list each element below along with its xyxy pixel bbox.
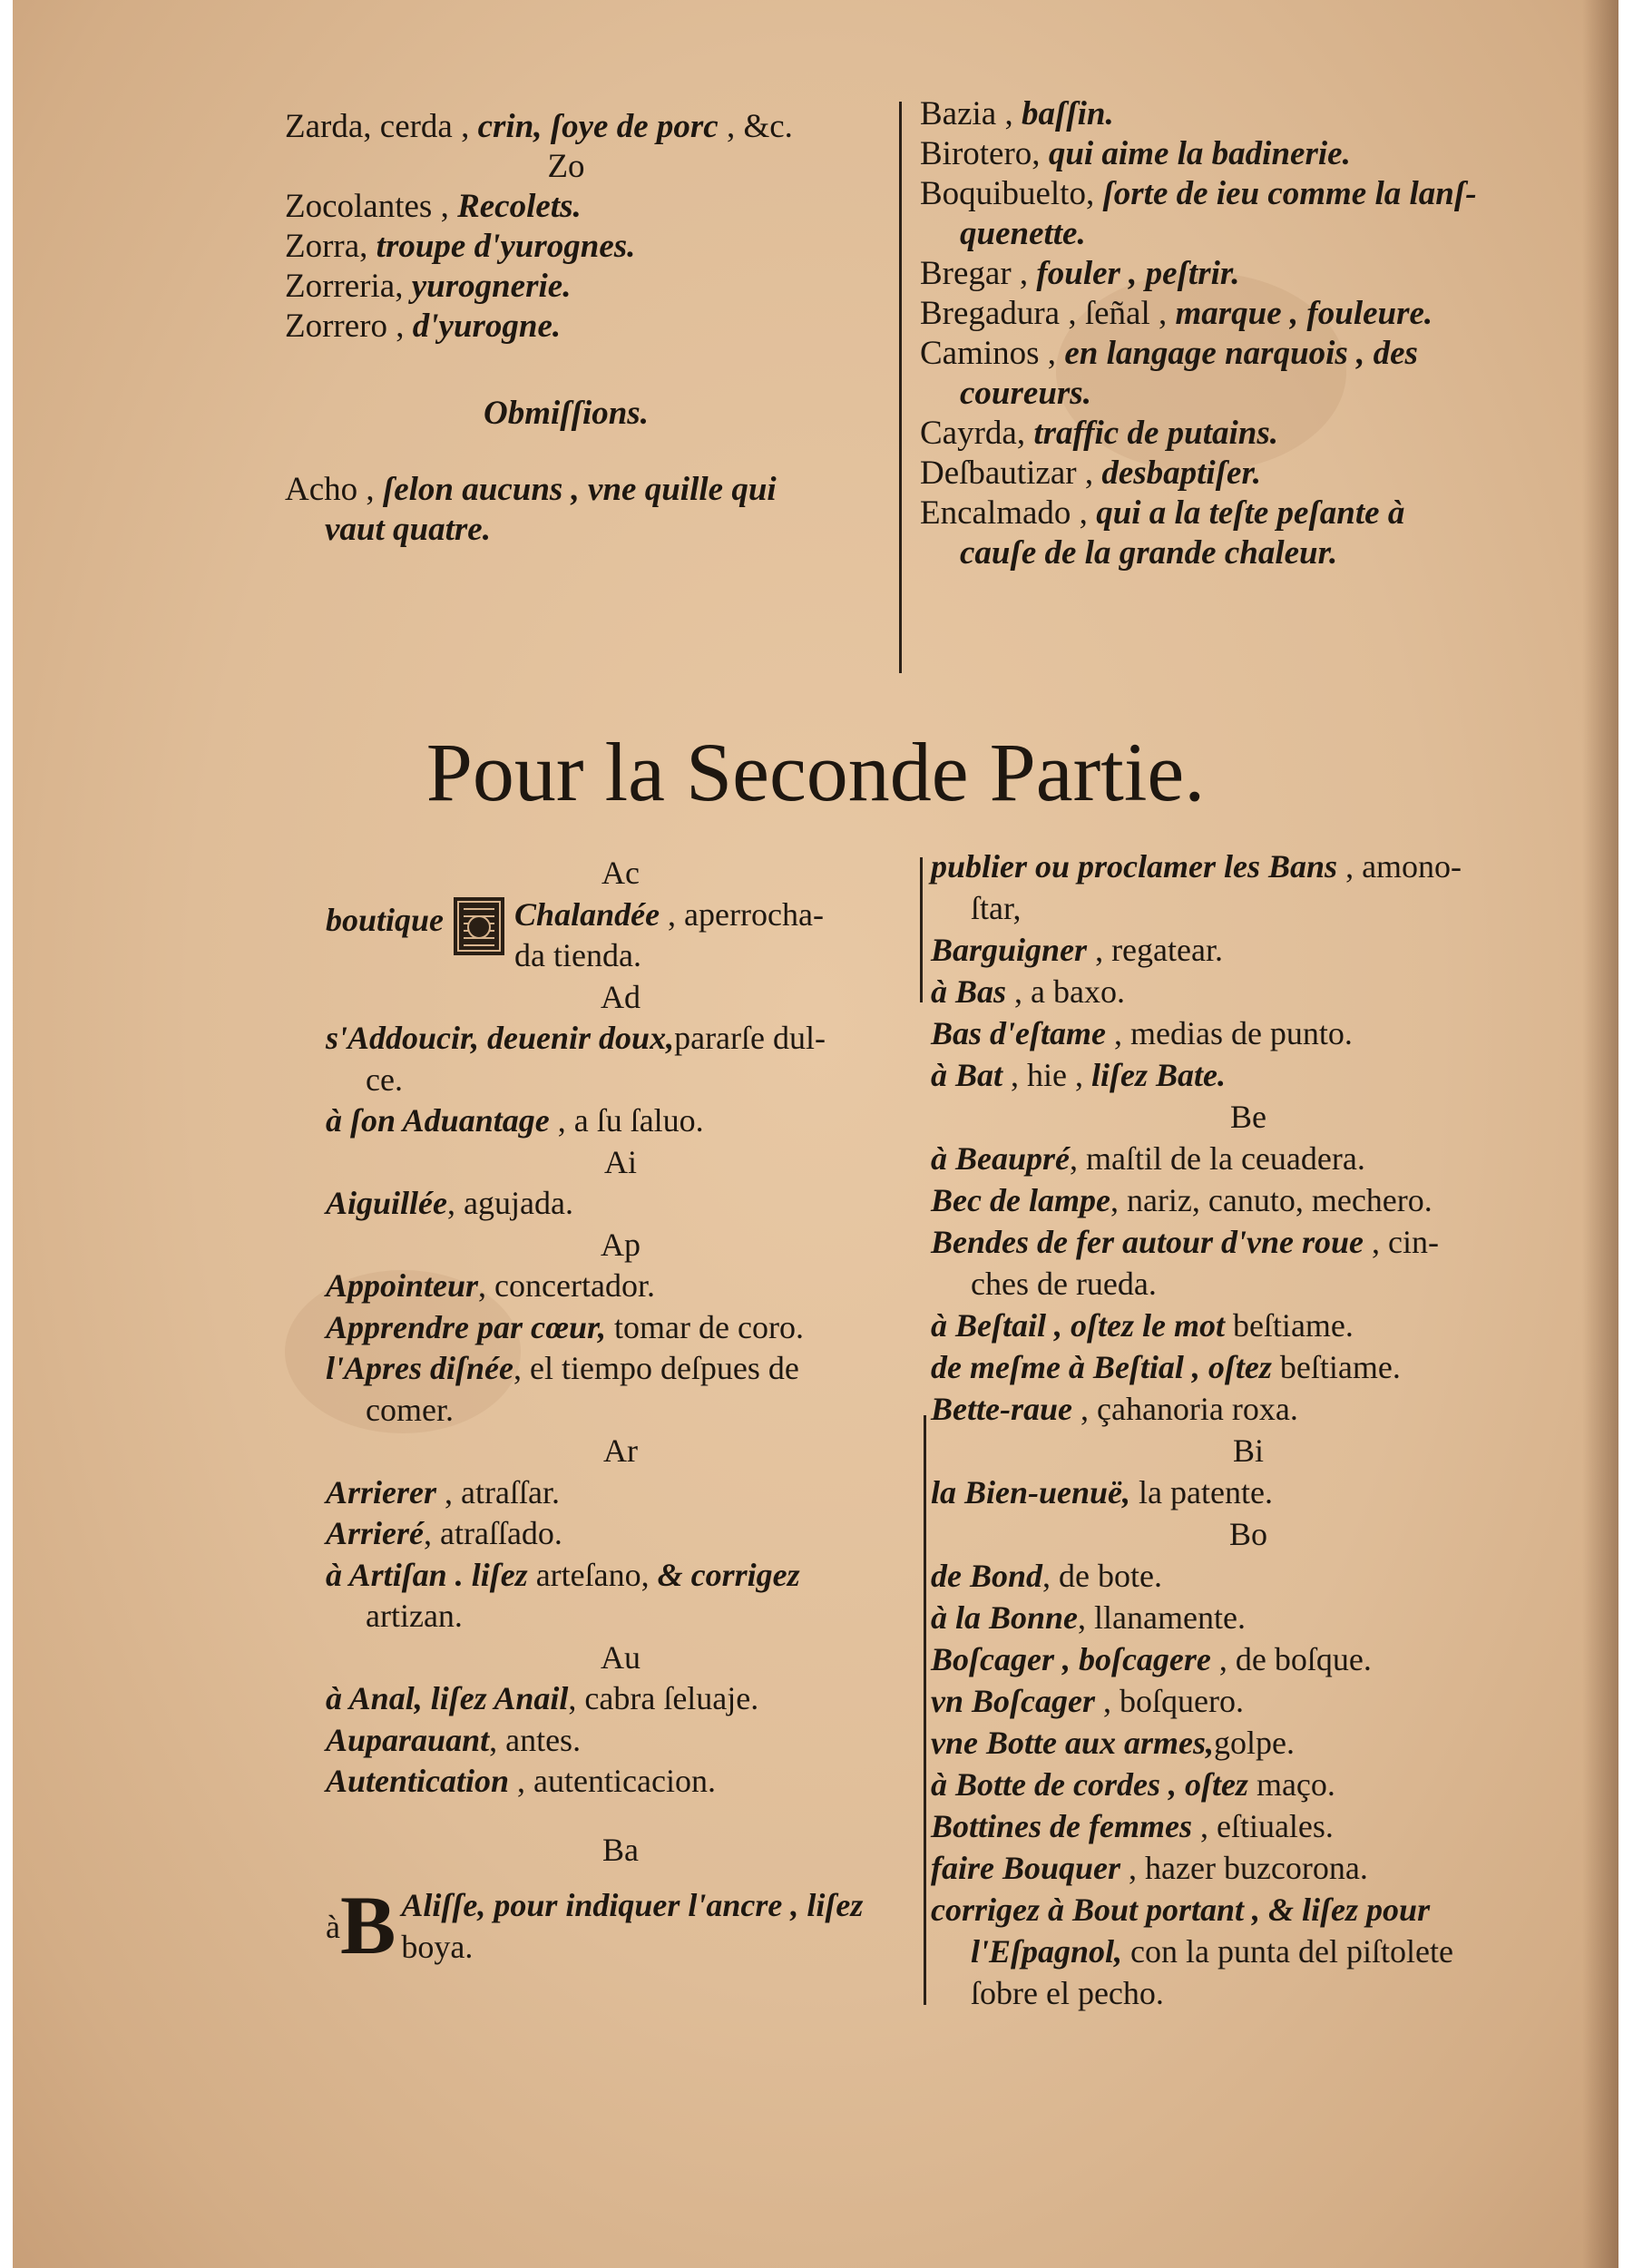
bottom-right-column: [931, 846, 1566, 2014]
top-left-column: [285, 107, 902, 550]
entry-bonne: à la Bonne, llanamente.: [931, 1599, 1246, 1636]
drop-cap: B: [339, 1879, 396, 1971]
entry-encalmado: Encalmado , qui a la teſte peſante à: [920, 494, 1405, 532]
entry-bregadura: Bregadura , ſeñal , marque , fouleure.: [920, 295, 1433, 332]
entry-bout-portant-cont: l'Eſpagnol, con la punta del piſtolete: [971, 1933, 1453, 1970]
entry-acho: Acho , ſelon aucuns , vne quille qui: [285, 471, 777, 508]
entry-apprendre: Apprendre par cœur, tomar de coro.: [326, 1308, 804, 1345]
entry-aiguillee: Aiguillée, agujada.: [326, 1185, 573, 1221]
entry-apres: l'Apres diſnée, el tiempo deſpues de: [326, 1350, 799, 1386]
page-gutter-shadow: [1582, 0, 1618, 2268]
section-heading-au: Au: [601, 1638, 640, 1676]
entry-encalmado-cont: cauſe de la grande chaleur.: [960, 534, 1338, 572]
entry-boscager: Boſcager , boſcagere , de boſque.: [931, 1641, 1372, 1677]
entry-vn-boscager: vn Boſcager , boſquero.: [931, 1683, 1244, 1719]
entry-bendes-cont: ches de rueda.: [971, 1266, 1157, 1302]
entry-bas: à Bas , a baxo.: [931, 973, 1125, 1010]
entry-cayrda: Cayrda, traffic de putains.: [920, 415, 1279, 452]
entry-arrierer: Arrierer , atraſſar.: [326, 1473, 560, 1510]
column-rule-bottom-upper: [920, 857, 923, 1002]
section-heading-ad: Ad: [601, 978, 640, 1015]
entry-caminos-cont: coureurs.: [960, 375, 1091, 412]
entry-mesme-bestial: de meſme à Beſtial , oſtez beſtiame.: [931, 1349, 1401, 1385]
section-title: Pour la Seconde Partie.: [425, 726, 1206, 818]
entry-publier: publier ou proclamer les Bans , amono-: [931, 848, 1462, 885]
bottom-left-column: [326, 853, 915, 1971]
entry-beaupre: à Beaupré, maſtil de la ceuadera.: [931, 1140, 1365, 1177]
section-heading-zo: Zo: [547, 148, 585, 185]
entry-artisan: à Artiſan . liſez arteſano, & corrigez: [326, 1556, 800, 1593]
entry-chalandee: boutique Chalandée , aperrocha- da tienda.: [326, 895, 824, 973]
entry-bec: Bec de lampe, nariz, canuto, mechero.: [931, 1182, 1433, 1218]
entry-bendes: Bendes de fer autour d'vne roue , cin-: [931, 1224, 1439, 1260]
entry-publier-cont: ſtar,: [971, 890, 1022, 926]
entry-bat: à Bat , hie , liſez Bate.: [931, 1057, 1226, 1093]
omissions-heading: Obmiſſions.: [484, 395, 649, 432]
entry-zocolantes: Zocolantes , Recolets.: [285, 188, 582, 225]
entry-bas-destame: Bas d'eſtame , medias de punto.: [931, 1015, 1353, 1051]
entry-aduantage: à ſon Aduantage , a ſu ſaluo.: [326, 1102, 704, 1139]
section-heading-bi: Bi: [1232, 1432, 1264, 1469]
entry-birotero: Birotero, qui aime la badinerie.: [920, 135, 1351, 172]
section-heading-ba: Ba: [602, 1831, 639, 1868]
entry-bien-uenue: la Bien-uenuë, la patente.: [931, 1474, 1273, 1510]
entry-bout-portant: corrigez à Bout portant , & liſez pour: [931, 1892, 1431, 1928]
entry-apres-cont: comer.: [366, 1391, 454, 1428]
entry-autentication: Autentication , autenticacion.: [326, 1763, 716, 1799]
section-heading-ap: Ap: [601, 1226, 640, 1263]
entry-boquibuelto: Boquibuelto, ſorte de ieu comme la lanſ-: [920, 175, 1477, 212]
book-page: [13, 0, 1618, 2268]
entry-artisan-cont: artizan.: [366, 1598, 463, 1634]
entry-botte: vne Botte aux armes,golpe.: [931, 1725, 1295, 1761]
entry-auparauant: Auparauant, antes.: [326, 1721, 582, 1758]
entry-bregar: Bregar , fouler , peſtrir.: [920, 255, 1240, 292]
entry-desbautizar: Deſbautizar , desbaptiſer.: [920, 455, 1262, 492]
top-right-column: [920, 94, 1555, 573]
entry-bestail: à Beſtail , oſtez le mot beſtiame.: [931, 1307, 1354, 1344]
entry-zarda: Zarda, cerda , crin, ſoye de porc , &c.: [285, 108, 793, 145]
entry-bette-raue: Bette-raue , çahanoria roxa.: [931, 1391, 1298, 1427]
entry-zorra: Zorra, troupe d'yurognes.: [285, 228, 636, 265]
column-rule-bottom-lower: [924, 1415, 926, 2005]
entry-arriere: Arrieré, atraſſado.: [326, 1515, 562, 1551]
section-heading-ar: Ar: [603, 1432, 638, 1469]
entry-acho-cont: vaut quatre.: [325, 511, 491, 548]
entry-anal: à Anal, liſez Anail, cabra ſeluaje.: [326, 1680, 759, 1716]
section-heading-be: Be: [1230, 1099, 1266, 1135]
entry-bouquer: faire Bouquer , hazer buzcorona.: [931, 1850, 1368, 1886]
entry-barguigner: Barguigner , regatear.: [931, 932, 1223, 968]
entry-balisse: à B Aliſſe, pour indiquer l'ancre , liſez boya.: [326, 1879, 864, 1971]
entry-addoucir-cont: ce.: [366, 1061, 403, 1098]
entry-appointeur: Appointeur, concertador.: [326, 1267, 655, 1304]
entry-botte-cordes: à Botte de cordes , oſtez maço.: [931, 1766, 1335, 1803]
section-heading-ac: Ac: [601, 855, 640, 891]
section-heading-bo: Bo: [1228, 1516, 1267, 1552]
entry-bond: de Bond, de bote.: [931, 1558, 1162, 1594]
ornamental-initial-icon: [453, 896, 505, 956]
entry-zorrero: Zorrero , d'yurogne.: [285, 308, 562, 345]
entry-zorreria: Zorreria, yurognerie.: [285, 268, 572, 305]
entry-bout-portant-cont2: ſobre el pecho.: [971, 1975, 1164, 2011]
column-rule-top: [899, 102, 902, 673]
entry-bazia: Bazia , baſſin.: [920, 95, 1114, 132]
section-heading-ai: Ai: [604, 1143, 637, 1180]
entry-boquibuelto-cont: quenette.: [960, 215, 1086, 252]
entry-bottines: Bottines de femmes , eſtiuales.: [931, 1808, 1334, 1844]
entry-caminos: Caminos , en langage narquois , des: [920, 335, 1418, 372]
entry-addoucir: s'Addoucir, deuenir doux,pararſe dul-: [326, 1020, 826, 1056]
